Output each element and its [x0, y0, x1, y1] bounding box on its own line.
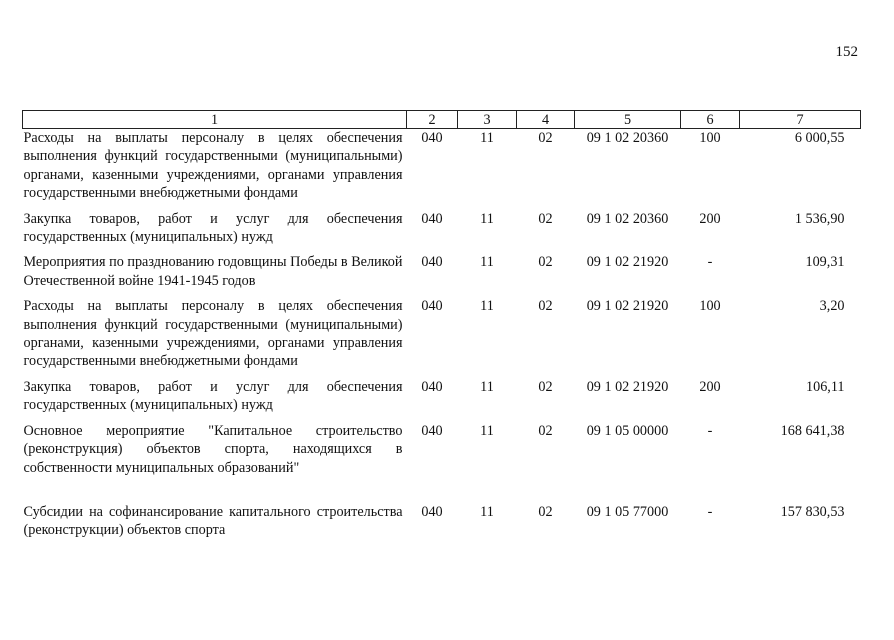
table-row	[23, 378, 861, 422]
row-col6: 100	[699, 298, 721, 315]
row-amount: 168 641,38	[780, 422, 845, 439]
row-col5: 09 1 02 20360	[586, 130, 669, 146]
row-col6: -	[707, 503, 713, 520]
table-row	[23, 503, 861, 540]
row-col5: 09 1 02 21920	[586, 298, 669, 315]
table-row	[23, 253, 861, 297]
column-header-7: 7	[740, 111, 861, 129]
row-col6: 200	[699, 210, 721, 227]
row-description: Расходы на выплаты персоналу в целях обеспечения выполнения функций государственными (муниципальными) органами, казенными учреждениями, органами управления государственными внебюджетными фондами	[23, 298, 403, 370]
table-row	[23, 422, 861, 503]
row-col5: 09 1 05 77000	[586, 503, 669, 520]
row-amount: 109,31	[805, 254, 845, 271]
row-col6: -	[707, 254, 713, 271]
row-col2: 040	[421, 130, 443, 146]
table-row	[23, 129, 861, 210]
row-amount: 3,20	[819, 298, 845, 315]
row-col3: 11	[480, 422, 494, 439]
row-description: Расходы на выплаты персоналу в целях обеспечения выполнения функций государственными (муниципальными) органами, казенными учреждениями, органами управления государственными внебюджетными фондами	[23, 130, 403, 202]
row-col6: 200	[699, 378, 721, 395]
row-col5: 09 1 02 21920	[586, 378, 669, 395]
column-header-5: 5	[575, 111, 681, 129]
row-col2: 040	[421, 210, 443, 227]
table-row	[23, 297, 861, 378]
column-header-6: 6	[681, 111, 740, 129]
row-description: Мероприятия по празднованию годовщины Победы в Великой Отечественной войне 1941-1945 годов	[23, 254, 403, 289]
row-col4: 02	[538, 298, 553, 315]
row-col4: 02	[538, 210, 553, 227]
row-col3: 11	[480, 210, 494, 227]
row-col4: 02	[538, 422, 553, 439]
row-col2: 040	[421, 503, 443, 520]
row-description: Закупка товаров, работ и услуг для обеспечения государственных (муниципальных) нужд	[23, 210, 403, 246]
row-description: Основное мероприятие "Капитальное строительство (реконструкция) объектов спорта, находящихся в собственности муниципальных образований"	[23, 422, 403, 476]
row-col5: 09 1 02 20360	[586, 210, 669, 227]
table-row	[23, 210, 861, 254]
row-col4: 02	[538, 378, 553, 395]
row-col4: 02	[538, 130, 553, 146]
row-amount: 157 830,53	[780, 503, 845, 520]
page-number: 152	[835, 44, 858, 60]
column-header-2: 2	[407, 111, 458, 129]
row-col3: 11	[480, 130, 494, 146]
row-col4: 02	[538, 254, 553, 271]
row-amount: 1 536,90	[794, 210, 845, 227]
row-amount: 106,11	[806, 378, 845, 395]
column-header-4: 4	[517, 111, 575, 129]
row-col4: 02	[538, 503, 553, 520]
row-amount: 6 000,55	[794, 130, 845, 146]
budget-table	[22, 110, 861, 540]
column-header-3: 3	[458, 111, 517, 129]
row-col3: 11	[480, 254, 494, 271]
row-description: Закупка товаров, работ и услуг для обеспечения государственных (муниципальных) нужд	[23, 378, 403, 414]
row-description: Субсидии на софинансирование капитального строительства (реконструкции) объектов спорта	[23, 503, 403, 539]
row-col3: 11	[480, 503, 494, 520]
table-header-row	[23, 111, 861, 129]
row-col5: 09 1 05 00000	[586, 422, 669, 439]
row-col2: 040	[421, 378, 443, 395]
column-header-1: 1	[23, 111, 407, 129]
row-col3: 11	[480, 378, 494, 395]
row-col2: 040	[421, 254, 443, 271]
row-col5: 09 1 02 21920	[586, 254, 669, 271]
row-col2: 040	[421, 422, 443, 439]
row-col6: 100	[699, 130, 721, 146]
row-col6: -	[707, 422, 713, 439]
row-col2: 040	[421, 298, 443, 315]
row-col3: 11	[480, 298, 494, 315]
